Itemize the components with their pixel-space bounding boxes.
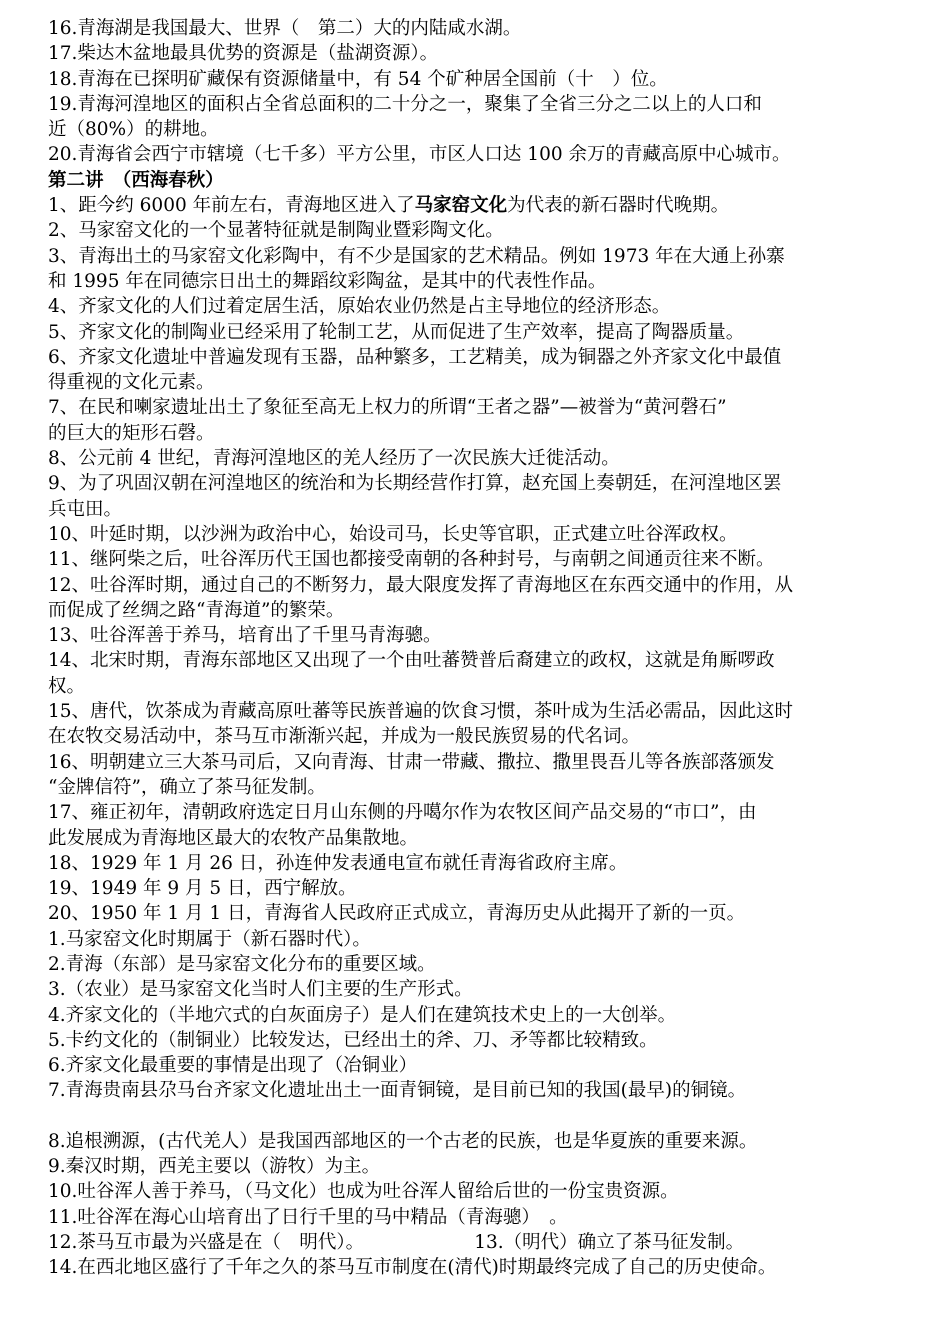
text-line: 此发展成为青海地区最大的农牧产品集散地。 <box>48 827 419 849</box>
text-line: 20.青海省会西宁市辖境（七千多）平方公里，市区人口达 100 余万的青藏高原中心城市。 <box>48 144 791 166</box>
blank-line <box>48 1104 928 1129</box>
text-line: 和 1995 年在同德宗日出土的舞蹈纹彩陶盆，是其中的代表性作品。 <box>48 270 607 292</box>
text-line: 3、青海出土的马家窑文化彩陶中，有不少是国家的艺术精品。例如 1973 年在大通上孙寨 <box>48 245 785 267</box>
text-line: 14、北宋时期，青海东部地区又出现了一个由吐蕃赞普后裔建立的政权，这就是角厮啰政 <box>48 650 775 672</box>
text-line: 得重视的文化元素。 <box>48 372 215 394</box>
text-line: 2、马家窑文化的一个显著特征就是制陶业暨彩陶文化。 <box>48 220 504 242</box>
text-line: 3.（农业）是马家窑文化当时人们主要的生产形式。 <box>48 979 473 1001</box>
text-line: 14.在西北地区盛行了千年之久的茶马互市制度在(清代)时期最终完成了自己的历史使命。 <box>48 1257 777 1279</box>
text-line: 近（80%）的耕地。 <box>48 119 219 141</box>
text-line: 16、明朝建立三大茶马司后，又向青海、甘肃一带藏、撒拉、撒里畏吾儿等各族部落颁发 <box>48 751 775 773</box>
section-two-answers <box>48 1129 928 1230</box>
line-prefix: 1、距今约 6000 年前左右，青海地区进入了 <box>48 195 415 217</box>
text-line: 6.齐家文化最重要的事情是出现了（冶铜业） <box>48 1055 418 1077</box>
document-page <box>48 16 928 1281</box>
text-line: 8、公元前 4 世纪，青海河湟地区的羌人经历了一次民族大迁徙活动。 <box>48 448 620 470</box>
text-line: 20、1950 年 1 月 1 日，青海省人民政府正式成立，青海历史从此揭开了新的一页。 <box>48 903 746 925</box>
text-line <box>48 1230 928 1255</box>
text-line: 13、吐谷浑善于养马，培育出了千里马青海骢。 <box>48 625 442 647</box>
text-line: 4.齐家文化的（半地穴式的白灰面房子）是人们在建筑技术史上的一大创举。 <box>48 1004 677 1026</box>
text-line: 5、齐家文化的制陶业已经采用了轮制工艺，从而促进了生产效率，提高了陶器质量。 <box>48 321 745 343</box>
text-line: 19、1949 年 9 月 5 日，西宁解放。 <box>48 878 357 900</box>
text-line: 10、叶延时期，以沙洲为政治中心，始设司马，长史等官职，正式建立吐谷浑政权。 <box>48 523 738 545</box>
text-line: “金牌信符”，确立了茶马征发制。 <box>48 776 326 798</box>
text-line: 兵屯田。 <box>48 498 123 520</box>
text-line: 11、继阿柴之后，吐谷浑历代王国也都接受南朝的各种封号，与南朝之间通贡往来不断。 <box>48 549 775 571</box>
text-line: 18.青海在已探明矿藏保有资源储量中，有 54 个矿种居全国前（十 ）位。 <box>48 68 668 90</box>
text-line: 4、齐家文化的人们过着定居生活，原始农业仍然是占主导地位的经济形态。 <box>48 296 671 318</box>
text-line: 2.青海（东部）是马家窑文化分布的重要区域。 <box>48 953 436 975</box>
text-line: 17.柴达木盆地最具优势的资源是（盐湖资源）。 <box>48 43 439 65</box>
question-13: 13.（明代）确立了茶马征发制。 <box>474 1231 745 1253</box>
text-line: 19.青海河湟地区的面积占全省总面积的二十分之一，聚集了全省三分之二以上的人口和 <box>48 93 762 115</box>
text-line: 9、为了巩固汉朝在河湟地区的统治和为长期经营作打算，赵充国上奏朝廷，在河湟地区罢 <box>48 473 782 495</box>
section-two-items <box>48 218 928 1103</box>
text-line: 10.吐谷浑人善于养马，（马文化）也成为吐谷浑人留给后世的一份宝贵资源。 <box>48 1181 679 1203</box>
text-line: 15、唐代，饮茶成为青藏高原吐蕃等民族普遍的饮食习惯，茶叶成为生活必需品，因此这时 <box>48 701 794 723</box>
question-12: 12.茶马互市最为兴盛是在（ 明代）。 <box>48 1231 365 1253</box>
text-line: 17、雍正初年，清朝政府选定日月山东侧的丹噶尔作为农牧区间产品交易的“市口”，由 <box>48 802 757 824</box>
section-one-answers <box>48 16 928 168</box>
bold-term: 马家窑文化 <box>414 195 508 217</box>
text-line: 1.马家窑文化时期属于（新石器时代）。 <box>48 928 371 950</box>
text-line: 8.追根溯源，(古代羌人）是我国西部地区的一个古老的民族，也是华夏族的重要来源。 <box>48 1130 758 1152</box>
text-line: 的巨大的矩形石磬。 <box>48 422 215 444</box>
section-heading: 第二讲 （西海春秋） <box>48 169 224 191</box>
text-line: 18、1929 年 1 月 26 日，孙连仲发表通电宣布就任青海省政府主席。 <box>48 852 628 874</box>
text-line: 9.秦汉时期，西羌主要以（游牧）为主。 <box>48 1156 381 1178</box>
text-line: 权。 <box>48 675 86 697</box>
text-line: 12、吐谷浑时期，通过自己的不断努力，最大限度发挥了青海地区在东西交通中的作用，从 <box>48 574 794 596</box>
text-line: 7.青海贵南县尕马台齐家文化遗址出土一面青铜镜，是目前已知的我国(最早)的铜镜。 <box>48 1080 747 1102</box>
line-suffix: 为代表的新石器时代晚期。 <box>507 195 730 217</box>
text-line: 6、齐家文化遗址中普遍发现有玉器，品种繁多，工艺精美，成为铜器之外齐家文化中最值 <box>48 346 782 368</box>
text-line: 而促成了丝绸之路“青海道”的繁荣。 <box>48 599 345 621</box>
text-line: 16.青海湖是我国最大、世界（ 第二）大的内陆咸水湖。 <box>48 18 522 39</box>
text-line: 在农牧交易活动中，茶马互市渐渐兴起，并成为一般民族贸易的代名词。 <box>48 726 641 748</box>
text-line: 5.卡约文化的（制铜业）比较发达，已经出土的斧、刀、矛等都比较精致。 <box>48 1029 658 1051</box>
text-line <box>48 193 928 218</box>
text-line: 11.吐谷浑在海心山培育出了日行千里的马中精品（青海骢） 。 <box>48 1206 568 1228</box>
text-line: 7、在民和喇家遗址出土了象征至高无上权力的所谓“王者之器”—被誉为“黄河磬石” <box>48 397 727 419</box>
